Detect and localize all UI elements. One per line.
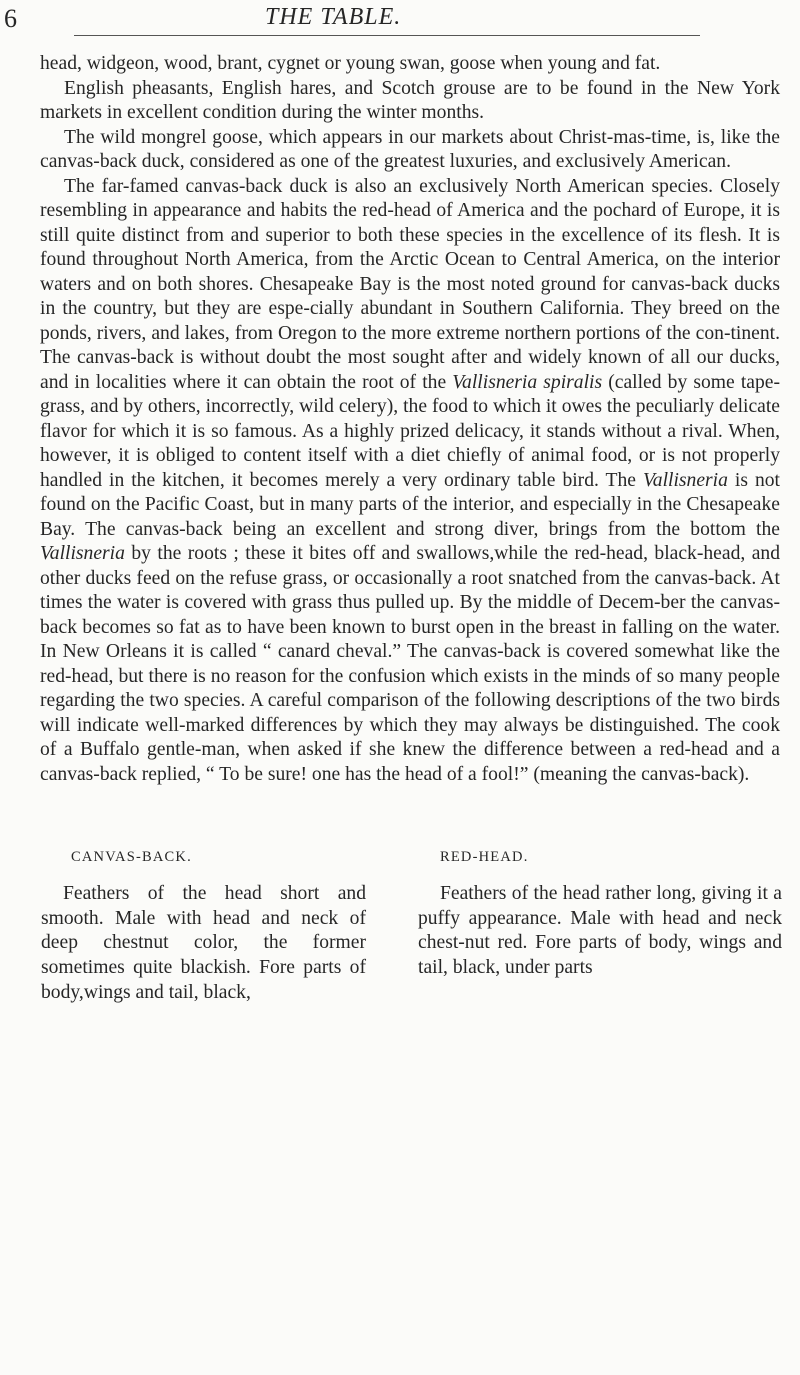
paragraph-english-game: English pheasants, English hares, and Scotch grouse are to be found in the New York markets in excellent condition during the winter months.	[40, 77, 780, 123]
species-name: Vallisneria spiralis	[452, 371, 603, 393]
paragraph-mongrel-goose: The wild mongrel goose, which appears in our markets about Christ-mas-time, is, like the canvas-back duck, considered as one of the greatest luxuries, and exclusively American.	[40, 126, 780, 172]
paragraph-canvas-back	[40, 175, 780, 788]
red-head-description: Feathers of the head rather long, giving it a puffy appearance. Male with head and neck chest-nut red. Fore parts of body, wings and tail, black, under parts	[418, 883, 782, 979]
column-red-head	[418, 882, 782, 981]
text-run: The far-famed canvas-back duck is also an exclusively North American species. Closely resembling in appearance and habits the red-head of America and the pochard of Europe, it is still quite distinct from and superior to both these species in the excellence of its flesh. It is found throughout North America, from the Arctic Ocean to Central America, on the interior waters and on both shores. Chesapeake Bay is the most noted ground for canvas-back ducks in the country, but they are espe-cially abundant in Southern California. They breed on the ponds, rivers, and lakes, from Oregon to the more extreme northern portions of the con-tinent. The canvas-back is without doubt the most sought after and widely known of all our ducks, and in localities where it can obtain the root of the	[40, 175, 780, 393]
running-title: THE TABLE.	[265, 4, 402, 30]
header-rule	[74, 35, 700, 36]
text-run: (called by some tape-grass, and by others, incorrectly, wild celery), the food to which it owes the peculiarly delicate flavor for which it is so famous. As a highly prized delicacy, it stands without a rival. When, however, it is obliged to content itself with a diet chiefly of animal food, or is not properly handled in the kitchen, it becomes merely a very ordinary table bird. The	[40, 371, 781, 491]
canvas-back-description: Feathers of the head short and smooth. Male with head and neck of deep chestnut color, the former sometimes quite blackish. Fore parts of body,wings and tail, black,	[41, 883, 366, 1003]
column-heading-canvas-back: CANVAS-BACK.	[71, 849, 192, 865]
column-canvas-back	[41, 882, 366, 1006]
genus-name: Vallisneria	[40, 543, 125, 564]
text-run: is not found on the Pacific Coast, but in many parts of the interior, and especially in the Chesapeake Bay. The canvas-back being an excellent and strong diver, brings from the bottom the	[40, 469, 781, 540]
body-text	[40, 52, 780, 787]
page-number: 6	[4, 4, 17, 33]
text-run: by the roots ; these it bites off and swallows,while the red-head, black-head, and other ducks feed on the refuse grass, or occasionally a root snatched from the canvas-back. At times the water is covered with grass thus pulled up. By the middle of Decem-ber the canvas-back becomes so fat as to have been known to burst open in the breast in falling on the water. In New Orleans it is called “ canard cheval.” The canvas-back is covered somewhat like the red-head, but there is no reason for the confusion which exists in the minds of so many people regarding the two species. A careful comparison of the following descriptions of the two birds will indicate well-marked differences by which they may always be distinguished. The cook of a Buffalo gentle-man, when asked if she knew the difference between a red-head and a canvas-back replied, “ To be sure! one has the head of a fool!” (meaning the canvas-back).	[40, 543, 780, 785]
genus-name: Vallisneria	[643, 469, 728, 491]
column-heading-red-head: RED-HEAD.	[440, 849, 529, 865]
paragraph-continued: head, widgeon, wood, brant, cygnet or young swan, goose when young and fat.	[40, 53, 661, 74]
